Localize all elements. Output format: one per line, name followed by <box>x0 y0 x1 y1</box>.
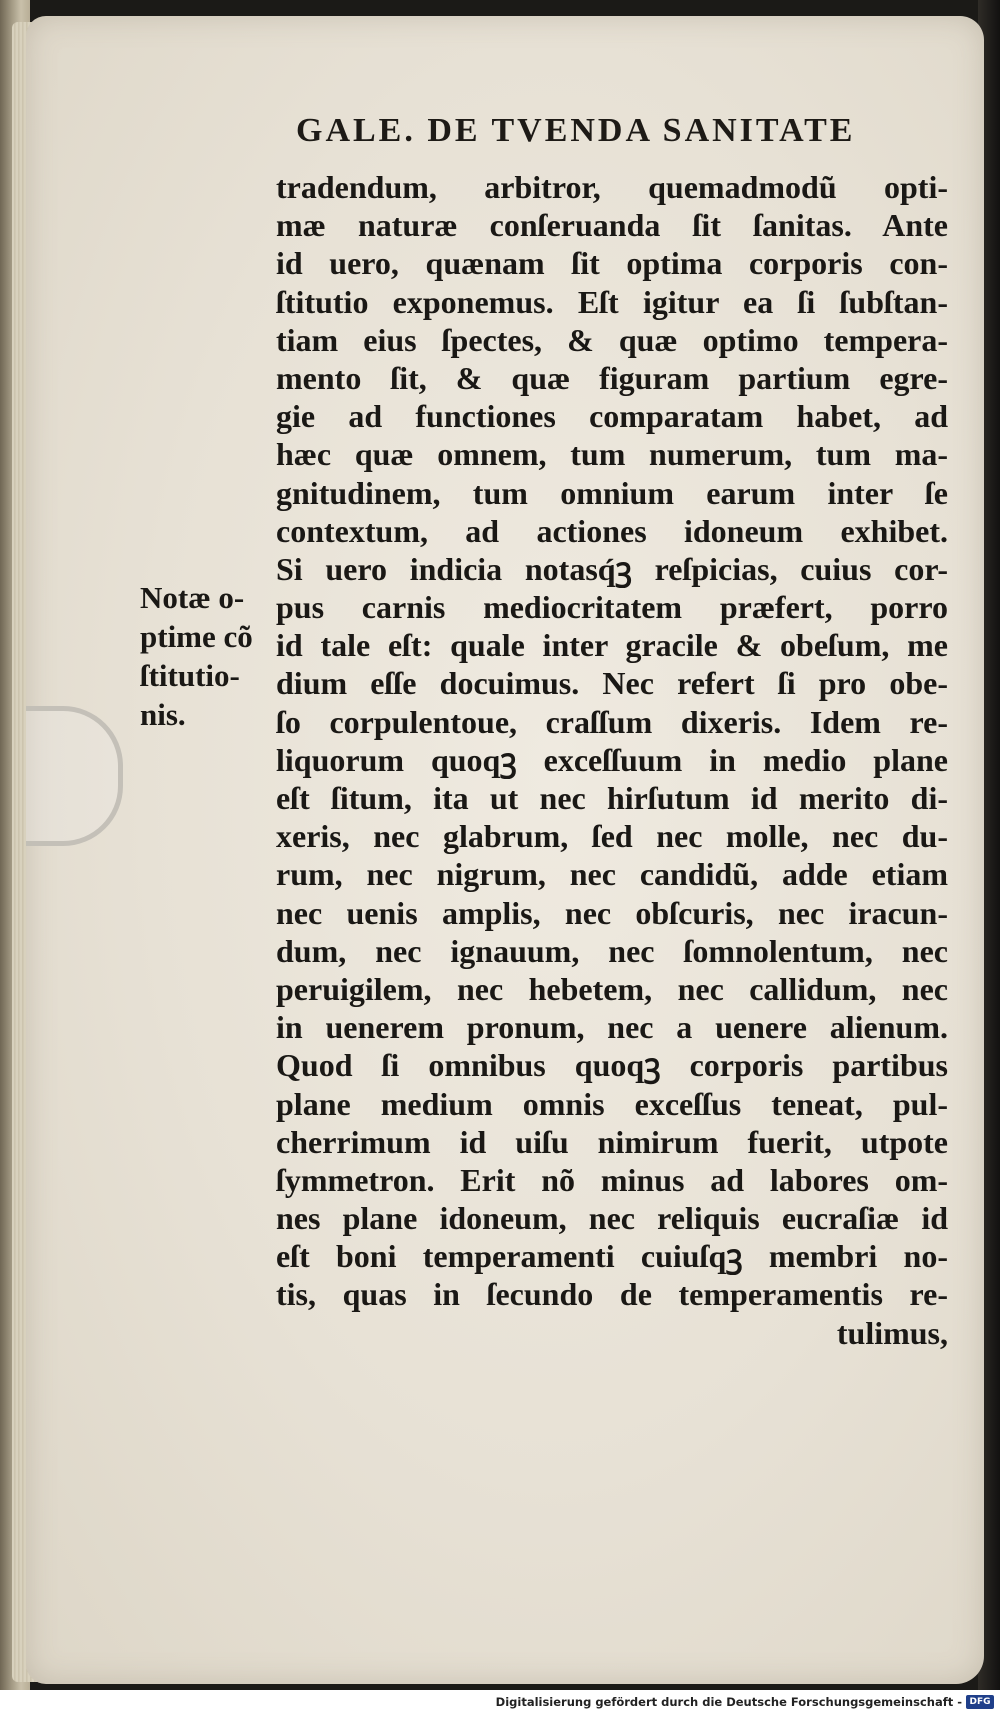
text-line: xeris, nec glabrum, ſed nec molle, nec du- <box>276 818 948 855</box>
text-line: gnitudinem, tum omnium earum inter ſe <box>276 474 948 511</box>
text-line: rum, nec nigrum, nec candidũ, adde etiam <box>276 856 948 893</box>
text-line: liquorum quoqꝫ exceſſuum in medio plane <box>276 741 948 778</box>
text-line: nec uenis amplis, nec obſcuris, nec iracun- <box>276 894 948 931</box>
text-line: peruigilem, nec hebetem, nec callidum, nec <box>276 970 948 1007</box>
text-line: plane medium omnis exceſſus teneat, pul- <box>276 1085 948 1122</box>
text-line: mento ſit, & quæ figuram partium egre- <box>276 359 948 396</box>
text-line: Quod ſi omnibus quoqꝫ corporis partibus <box>276 1047 948 1084</box>
text-line: ſo corpulentoue, craſſum dixeris. Idem re- <box>276 703 948 740</box>
text-line: tis, quas in ſecundo de temperamentis re- <box>276 1276 948 1313</box>
text-line: Si uero indicia notasq́ꝫ reſpicias, cuius cor- <box>276 550 948 587</box>
running-header: GALE. DE TVENDA SANITATE <box>296 112 856 149</box>
text-line: pus carnis mediocritatem præfert, porro <box>276 589 948 626</box>
digitization-credit: Digitalisierung gefördert durch die Deutsche Forschungsgemeinschaft - <box>495 1695 962 1709</box>
text-line: hæc quæ omnem, tum numerum, tum ma- <box>276 436 948 473</box>
margin-note-line: ſtitutio- <box>140 658 240 693</box>
text-line: gie ad functiones comparatam habet, ad <box>276 398 948 435</box>
text-line: dum, nec ignauum, nec ſomnolentum, nec <box>276 932 948 969</box>
text-line: eſt ſitum, ita ut nec hirſutum id merito di- <box>276 780 948 816</box>
margin-note-line: nis. <box>140 697 186 732</box>
text-line: nes plane idoneum, nec reliquis eucraſiæ id <box>276 1200 948 1237</box>
margin-note-line: ptime cõ <box>140 619 253 654</box>
page-clip <box>26 706 123 846</box>
text-line: id tale eſt: quale inter gracile & obeſum, me <box>276 627 948 664</box>
text-line: tradendum, arbitror, quemadmodũ opti- <box>276 169 948 205</box>
dfg-logo: DFG <box>966 1695 994 1709</box>
text-line: tiam eius ſpectes, & quæ optimo tempera- <box>276 321 948 358</box>
text-line: cherrimum id uiſu nimirum fuerit, utpote <box>276 1123 948 1160</box>
text-line: dium eſſe docuimus. Nec refert ſi pro obe- <box>276 665 948 702</box>
text-line: ſymmetron. Erit nõ minus ad labores om- <box>276 1161 948 1198</box>
catchword: tulimus, <box>836 1314 948 1351</box>
body-text <box>276 168 948 1352</box>
text-line: in uenerem pronum, nec a uenere alienum. <box>276 1009 948 1046</box>
text-line: ſtitutio exponemus. Eſt igitur ea ſi ſubſtan- <box>276 283 948 320</box>
margin-note-line: Notæ o- <box>140 580 245 615</box>
text-line: contextum, ad actiones idoneum exhibet. <box>276 512 948 549</box>
margin-note <box>140 578 288 734</box>
text-line: mæ naturæ conſeruanda ſit ſanitas. Ante <box>276 207 948 244</box>
text-line: id uero, quænam ſit optima corporis con- <box>276 245 948 282</box>
text-line: eſt boni temperamenti cuiuſqꝫ membri no- <box>276 1238 948 1275</box>
